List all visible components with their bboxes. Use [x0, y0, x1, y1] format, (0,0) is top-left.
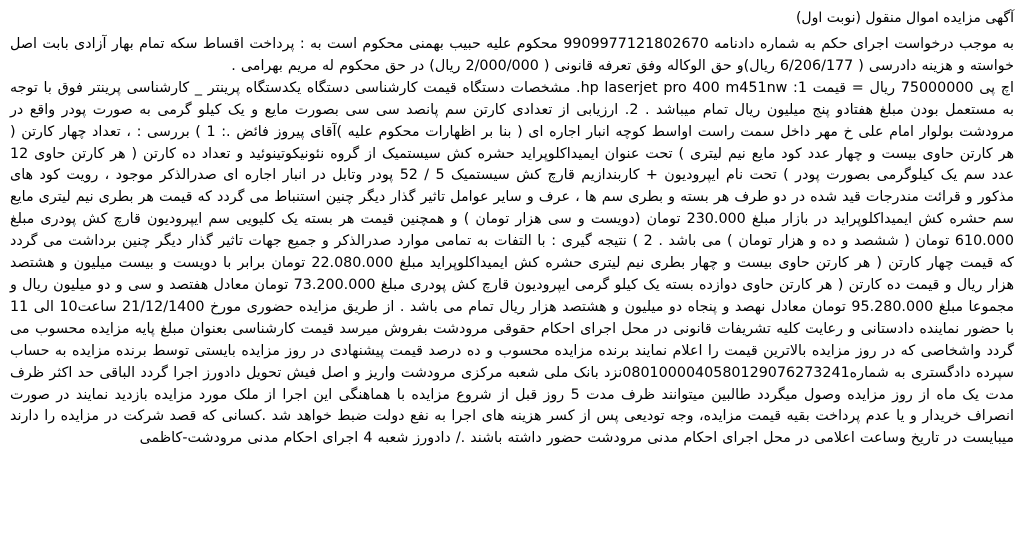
notice-intro-paragraph: به موجب درخواست اجرای حکم به شماره دادنامه 9909977121802670 محکوم علیه حبیب بهمنی محکوم است به : پرداخت اقساط سکه تمام بهار آزادی بابت اصل خواسته و هزینه دادرسی ( 6/206/177 ریال)و حق الوکاله وفق تعرفه قانونی ( 2/000/000 ریال) در حق محکوم له مریم بهرامی .	[10, 36, 1014, 74]
notice-title: آگهی مزایده اموال منقول (نوبت اول)	[795, 10, 1014, 26]
notice-body-paragraph: اچ پی 75000000 ریال = قیمت hp laserjet pro 400 m451nw :1. مشخصات دستگاه قیمت کارشناسی دستگاه یکدستگاه پرینتر _ کارشناسی پرینتر فوق با توجه به مستعمل بودن مبلغ هفتادو پنج میلیون ریال تمام میباشد . 2. ارزیابی از تعدادی کارتن سم پانصد سی سی بصورت مایع و یک کیلو گرمی به صورت پودر واقع در مرودشت بولوار امام علی خ مهر داخل سمت راست اواسط کوچه انبار اجاره ای ( بنا بر اظهارات محکوم علیه )آقای پیروز فائض .: 1 ) بررسی : ، تعداد چهار کارتن ( هر کارتن حاوی بیست و چهار عدد کود مایع نیم لیتری ) تحت عنوان ایمیداکلوپراید حشره کش سیستمیک از گروه نئونیکوتینوئید و تعداد ده کارتن ( هر کارتن حاوی 12 عدد سم یک کیلوگرمی بصورت پودر ) تحت نام ایپرودیون + کاربندازیم قارچ کش سیستمیک 5 / 52 پودر وتابل در انبار اجاره ای صدرالذکر موجود ، رویت کود های مذکور و قرائت مندرجات قید شده در دو طرف هر بسته و بطری سم ها ، عرف و سایر عوامل تاثیر گذار دیگر چنین استنباط می گردد که قیمت هر بطری نیم لیتری مایع سم حشره کش ایمیداکلوپراید در بازار مبلغ 230.000 تومان (دویست و سی هزار تومان ) و همچنین قیمت هر بسته یک کلیویی سم ایپرودیون قارچ کش پودری مبلغ 610.000 تومان ( ششصد و ده و هزار تومان ) می باشد . 2 ) نتیجه گیری : با التفات به تمامی موارد صدرالذکر و جمیع جهات تاثیر گذار دیگر چنین برداشت می گردد که قیمت چهار کارتن ( هر کارتن حاوی بیست و چهار بطری نیم لیتری حشره کش ایمیداکلوپراید مبلغ 22.080.000 تومان برابر با دویست و بیست میلیون و هشتصد هزار ریال و قیمت ده کارتن ( هر کارتن حاوی دوازده بسته یک کیلو گرمی ایپرودیون قارچ کش پودری مبلغ 73.200.000 تومان معادل هفتصد و سی و دو میلیون ریال و مجموعا مبلغ 95.280.000 تومان معادل نهصد و پنجاه دو میلیون و هشتصد هزار ریال تمام می باشد . از طریق مزایده حضوری مورخ 21/12/1400 ساعت10 الی 11 با حضور نماینده دادستانی و رعایت کلیه تشریفات قانونی در محل اجرای احکام حقوقی مرودشت بفروش میرسد قیمت کارشناسی بعنوان مبلغ پایه مزایده محسوب می گردد واشخاصی که در روز مزایده بالاترین قیمت را اعلام نمایند برنده مزایده محسوب و ده درصد قیمت پیشنهادی در روز مزایده بایستی توسط برنده مزایده به حساب سپرده دادگستری به شماره0801000040580129076273241نزد بانک ملی شعبه مرکزی مرودشت واریز و اصل فیش تحویل دادورز اجرا گردد الباقی حد اکثر ظرف مدت یک ماه از روز مزایده وصول میگردد طالبین میتوانند ظرف مدت 5 روز قبل از شروع مزایده با هماهنگی این اجرا از ملک مورد مزایده بازدید نمایند در صورت انصراف خریدار و یا عدم پرداخت بقیه قیمت مزایده، وجه تودیعی پس از کسر هزینه های اجرا به نفع دولت ضبط خواهد شد .کسانی که قصد شرکت در مزایده را دارند میبایست در تاریخ وساعت اعلامی در محل اجرای احکام مدنی مرودشت حضور داشته باشند ./ دادورز شعبه 4 اجرای احکام مدنی مرودشت-کاظمی	[10, 79, 1015, 447]
